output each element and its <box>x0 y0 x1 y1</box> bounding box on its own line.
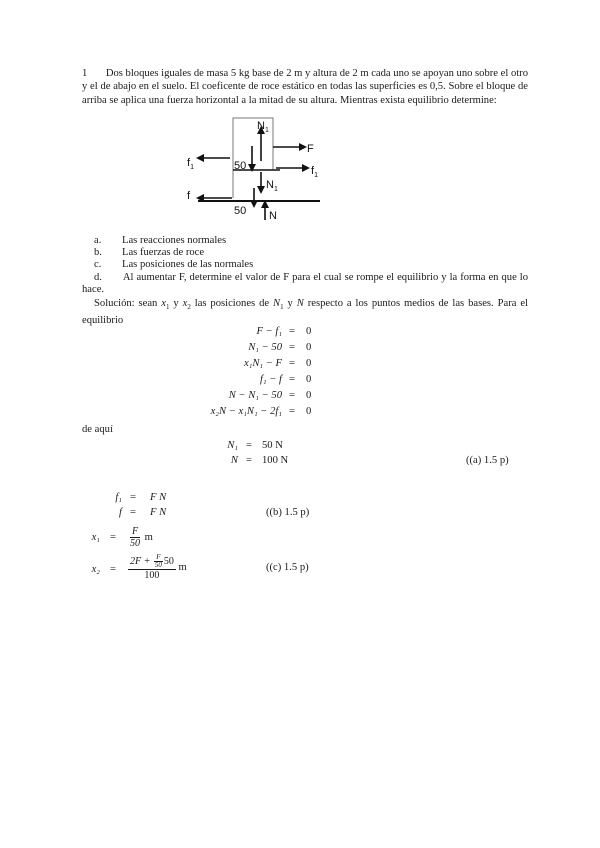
weight-bottom-arrowhead <box>250 200 258 208</box>
label-n-bottom: N <box>269 210 277 222</box>
force-f-arrowhead <box>299 143 307 151</box>
label-f1-right: $f_1$ <box>311 165 318 179</box>
equation-row: x₁ = $\frac{F}{50}$ m <box>91 526 153 549</box>
n1-down-arrowhead <box>257 186 265 194</box>
label-f-ground: f <box>187 190 191 202</box>
list-item: d. Al aumentar F, determine el valor de F para el cual se rompe el equilibrio y la forma en que lo hace. <box>82 271 528 295</box>
label-fifty-top: 50 <box>234 160 247 172</box>
f1-right-arrowhead <box>302 164 310 172</box>
de-aqui: de aquí <box>82 424 113 435</box>
equilibrium-equations: F − f₁ = 0 N₁ − 50 = 0 x₁N₁ − F = 0 f₁ − f = 0 N − N₁ − 50 = 0 x₂N − x₁N₁ − 2f₁ = 0 <box>210 326 312 417</box>
problem-number: 1 <box>82 68 88 79</box>
normals-equations: N₁ = 50 N N = 100 N <box>227 440 289 466</box>
free-body-diagram <box>170 116 340 222</box>
f1-left-arrowhead <box>196 154 204 162</box>
problem-text: Dos bloques iguales de masa 5 kg base de 2 m y altura de 2 m cada uno se apoyan uno sobre el otro y el de abajo en el suelo. El coeficente de roce estático en todas las superficies es 0,5. Sobre el bloque de arriba se aplica una fuerza horizontal a la mitad de su altura. Mientras exista equilibrio determine: <box>82 68 529 106</box>
label-fifty-bottom: 50 <box>234 205 247 217</box>
list-item: c. Las posiciones de las normales <box>94 259 254 271</box>
list-item: b. Las fuerzas de roce <box>94 247 205 259</box>
label-f: F <box>307 143 314 155</box>
equation-row: x₂ = 2F + $\frac{F}{50}$ 50 100 m <box>91 553 187 581</box>
tag-a: ((a) 1.5 p) <box>466 455 509 466</box>
position-equations <box>0 524 600 584</box>
question-list <box>82 235 528 296</box>
friction-equations: f₁ = F N f = F N <box>115 492 167 518</box>
tag-b: ((b) 1.5 p) <box>266 507 310 518</box>
tag-c: ((c) 1.5 p) <box>266 562 309 573</box>
solution-intro: Solución: sean $x_1$ y $x_2$ las posiciones de $N_1$ y N respecto a los puntos medios de las bases. Para el equilibrio <box>82 298 528 327</box>
label-n1-top: $N_1$ <box>257 120 269 134</box>
list-item: a. Las reacciones normales <box>94 235 227 246</box>
label-f1-left: $f_1$ <box>187 157 194 171</box>
label-n1-mid: $N_1$ <box>266 179 278 193</box>
problem-statement <box>82 67 528 107</box>
weight-top-arrowhead <box>248 164 256 172</box>
